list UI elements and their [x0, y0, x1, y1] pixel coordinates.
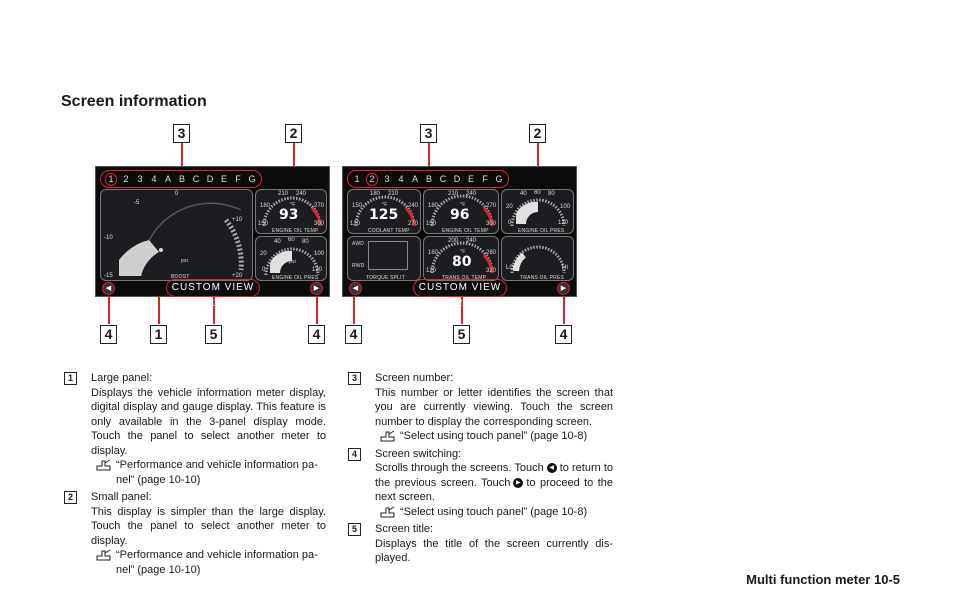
oil-temp-unit: °F [290, 202, 296, 208]
item-title: Screen number: [375, 372, 454, 384]
awd-label: AWD [352, 241, 365, 247]
trans-temp-tick: 120 [426, 268, 437, 274]
item-title: Large panel: [91, 372, 153, 384]
oil-pres-tick: 40 [520, 191, 527, 197]
tab-screen-d[interactable]: D [206, 174, 214, 184]
item-number: 4 [348, 448, 361, 461]
oil-pres-tick: 0 [262, 267, 266, 273]
page-reference [348, 429, 613, 444]
callout-4: 4 [308, 325, 325, 344]
page-footer: Multi function meter 10-5 [746, 572, 900, 587]
callout-3: 3 [173, 124, 190, 143]
oil-pres-label: ENGINE OIL PRES [272, 275, 319, 281]
tab-screen-f[interactable]: F [235, 174, 241, 184]
trans-temp-tick: 280 [486, 250, 497, 256]
oil-pres-tick: 20 [506, 204, 513, 210]
oil-pres-tick: 120 [312, 267, 323, 273]
tab-screen-4[interactable]: 4 [398, 174, 404, 184]
coolant-tick: 120 [350, 221, 361, 227]
torque-label: TORQUE SPLIT [366, 275, 405, 281]
oil-temp-tick: 180 [260, 203, 271, 209]
callout-2: 2 [529, 124, 546, 143]
trans-temp-tick: 200 [448, 238, 459, 244]
item-body: This display is simpler than the large display. Touch the panel to select another meter to display. [91, 505, 326, 547]
tab-screen-1[interactable]: 1 [105, 173, 117, 186]
oil-temp-tick: 240 [466, 191, 477, 197]
torque-split-bar [368, 241, 408, 270]
boost-tick-minus10: -10 [104, 235, 113, 241]
trans-pres-label: TRANS OIL PRES [520, 275, 565, 281]
custom-view-1-screen [95, 166, 330, 309]
oil-temp-tick: 180 [428, 203, 439, 209]
item-body: This number or letter identifies the screen that you are currently viewing. Touch the screen number to display the corresponding screen. [375, 386, 613, 428]
trans-temp-value: 80 [452, 254, 472, 270]
item-number: 2 [64, 491, 77, 504]
tab-screen-g[interactable]: G [248, 174, 256, 184]
boost-tick-0: 0 [175, 191, 179, 197]
oil-pres-tick: 100 [560, 204, 571, 210]
oil-temp-tick: 210 [448, 191, 459, 197]
coolant-tick: 180 [370, 191, 381, 197]
reference-hand-icon [380, 430, 396, 443]
item-number: 1 [64, 372, 77, 385]
boost-gauge-dial [101, 190, 253, 281]
coolant-value: 125 [369, 207, 399, 223]
prev-screen-button[interactable]: ◀ [102, 282, 115, 295]
engine-oil-pres-panel[interactable] [255, 236, 327, 281]
item-body: Displays the vehicle information meter display, digital display and gauge display. This feature is only available in the 3-panel display mode. Touch the panel to select another meter to display. [91, 386, 326, 457]
oil-temp-tick: 300 [314, 221, 325, 227]
reference-text[interactable]: “Performance and vehicle information pa-nel” (page 10-10) [116, 459, 318, 486]
next-screen-button[interactable]: ▶ [557, 282, 570, 295]
callout-3: 3 [420, 124, 437, 143]
reference-hand-icon [96, 549, 112, 562]
screen-title: CUSTOM VIEW 2 [413, 279, 507, 297]
trans-pres-hi: HI [562, 265, 568, 271]
tab-screen-c[interactable]: C [192, 174, 200, 184]
oil-pres-tick: 120 [558, 220, 569, 226]
oil-pres-tick: 0 [508, 220, 512, 226]
item-body: Displays the title of the screen currently dis-played. [375, 537, 613, 564]
oil-temp-tick: 300 [486, 221, 497, 227]
item-screen-switching [348, 447, 613, 520]
screen-number-tabs [100, 170, 262, 188]
oil-pres-tick: 100 [314, 251, 325, 257]
item-body [348, 461, 613, 505]
custom-view-2-screen [342, 166, 577, 309]
reference-hand-icon [380, 506, 396, 519]
leader-line [428, 143, 430, 166]
boost-gauge-panel[interactable] [100, 189, 253, 281]
trans-temp-label: TRANS OIL TEMP [442, 275, 487, 281]
oil-temp-tick: 270 [486, 203, 497, 209]
tab-screen-d[interactable]: D [453, 174, 461, 184]
body-part: to return to the previous screen. Touch [375, 462, 613, 489]
item-title: Screen switching: [375, 447, 462, 460]
oil-temp-tick: 270 [314, 203, 325, 209]
right-description-column [348, 371, 613, 569]
oil-temp-unit: °F [460, 202, 466, 208]
callout-4: 4 [100, 325, 117, 344]
trans-temp-tick: 320 [486, 268, 497, 274]
oil-pres-label: ENGINE OIL PRES [518, 228, 565, 234]
oil-pres-tick: 40 [274, 239, 281, 245]
coolant-tick: 150 [352, 203, 363, 209]
tab-screen-a[interactable]: A [164, 174, 171, 184]
tab-screen-2[interactable]: 2 [123, 174, 129, 184]
trans-oil-pres-panel[interactable] [501, 236, 574, 281]
item-number: 5 [348, 523, 361, 536]
oil-pres-tick: 60 [534, 190, 541, 196]
item-screen-number [348, 371, 613, 444]
tab-screen-4[interactable]: 4 [151, 174, 157, 184]
trans-oil-temp-panel[interactable] [423, 236, 499, 281]
trans-pres-lo: LO [506, 265, 515, 271]
leader-line [353, 294, 355, 324]
torque-split-panel[interactable] [347, 236, 421, 281]
tab-screen-2[interactable]: 2 [366, 173, 378, 186]
engine-oil-temp-panel[interactable] [423, 189, 499, 234]
trans-temp-tick: 160 [428, 250, 439, 256]
tab-screen-3[interactable]: 3 [384, 174, 390, 184]
item-screen-title [348, 522, 613, 566]
item-title: Small panel: [91, 491, 152, 503]
leader-line [181, 143, 183, 166]
tab-screen-c[interactable]: C [439, 174, 447, 184]
callout-5: 5 [453, 325, 470, 344]
reference-text[interactable]: “Select using touch panel” (page 10-8) [400, 505, 588, 518]
next-screen-button[interactable]: ▶ [310, 282, 323, 295]
callout-1: 1 [150, 325, 167, 344]
item-large-panel [64, 371, 326, 487]
oil-temp-value: 96 [450, 207, 470, 223]
oil-pres-tick: 80 [548, 191, 555, 197]
next-arrow-icon: ▶ [513, 478, 523, 488]
boost-tick-minus15: -15 [104, 273, 113, 279]
body-part: Scrolls through the screens. Touch [375, 462, 544, 474]
oil-temp-tick: 240 [296, 191, 307, 197]
item-small-panel [64, 490, 326, 577]
callout-5: 5 [205, 325, 222, 344]
boost-tick-plus20: +20 [232, 273, 243, 279]
section-title: Screen information [61, 93, 207, 110]
tab-screen-e[interactable]: E [467, 174, 474, 184]
callout-2: 2 [285, 124, 302, 143]
trans-temp-tick: 240 [466, 238, 477, 244]
rwd-label: RWD [352, 263, 365, 269]
prev-screen-button[interactable]: ◀ [349, 282, 362, 295]
coolant-temp-panel[interactable] [347, 189, 421, 234]
tab-screen-1[interactable]: 1 [354, 174, 360, 184]
reference-hand-icon [96, 459, 112, 472]
coolant-label: COOLANT TEMP [368, 228, 410, 234]
oil-temp-tick: 150 [258, 221, 269, 227]
prev-arrow-icon: ◀ [547, 463, 557, 473]
coolant-tick: 270 [408, 221, 419, 227]
left-description-column [64, 371, 326, 580]
oil-temp-label: ENGINE OIL TEMP [272, 228, 319, 234]
screen-number-tabs [347, 170, 509, 188]
tab-screen-a[interactable]: A [411, 174, 418, 184]
engine-oil-pres-panel[interactable] [501, 189, 574, 234]
oil-temp-label: ENGINE OIL TEMP [442, 228, 489, 234]
oil-temp-tick: 210 [278, 191, 289, 197]
coolant-tick: 210 [388, 191, 399, 197]
oil-pres-tick: 80 [302, 239, 309, 245]
tab-screen-3[interactable]: 3 [137, 174, 143, 184]
trans-temp-unit: °F [460, 249, 466, 255]
tab-screen-b[interactable]: B [425, 174, 432, 184]
boost-label: BOOST [171, 274, 190, 280]
item-title: Screen title: [375, 523, 434, 535]
tab-screen-g[interactable]: G [495, 174, 503, 184]
reference-text[interactable]: “Performance and vehicle information pa-nel” (page 10-10) [116, 549, 318, 576]
oil-temp-tick: 150 [426, 221, 437, 227]
oil-temp-value: 93 [279, 207, 299, 223]
page-reference [64, 548, 326, 577]
tab-screen-e[interactable]: E [220, 174, 227, 184]
body-part: to proceed to the next screen. [375, 476, 614, 503]
reference-text[interactable]: “Select using touch panel” (page 10-8) [400, 430, 588, 442]
item-number: 3 [348, 372, 361, 385]
page-reference [64, 458, 326, 487]
page-reference [348, 505, 613, 520]
boost-tick-plus10: +10 [232, 217, 243, 223]
leader-line [563, 294, 565, 324]
callout-4: 4 [555, 325, 572, 344]
coolant-unit: °F [382, 202, 388, 208]
tab-screen-b[interactable]: B [178, 174, 185, 184]
boost-unit: psi [181, 258, 188, 264]
tab-screen-f[interactable]: F [482, 174, 488, 184]
callout-4: 4 [345, 325, 362, 344]
oil-pres-tick: 20 [260, 251, 267, 257]
leader-line [108, 294, 110, 324]
screen-title: CUSTOM VIEW 1 [166, 279, 260, 297]
boost-tick-minus5: -5 [134, 200, 140, 206]
oil-pres-unit: psi [289, 259, 296, 265]
engine-oil-temp-panel[interactable] [255, 189, 327, 234]
oil-pres-tick: 60 [288, 237, 295, 243]
leader-line [316, 294, 318, 324]
coolant-tick: 240 [408, 203, 419, 209]
